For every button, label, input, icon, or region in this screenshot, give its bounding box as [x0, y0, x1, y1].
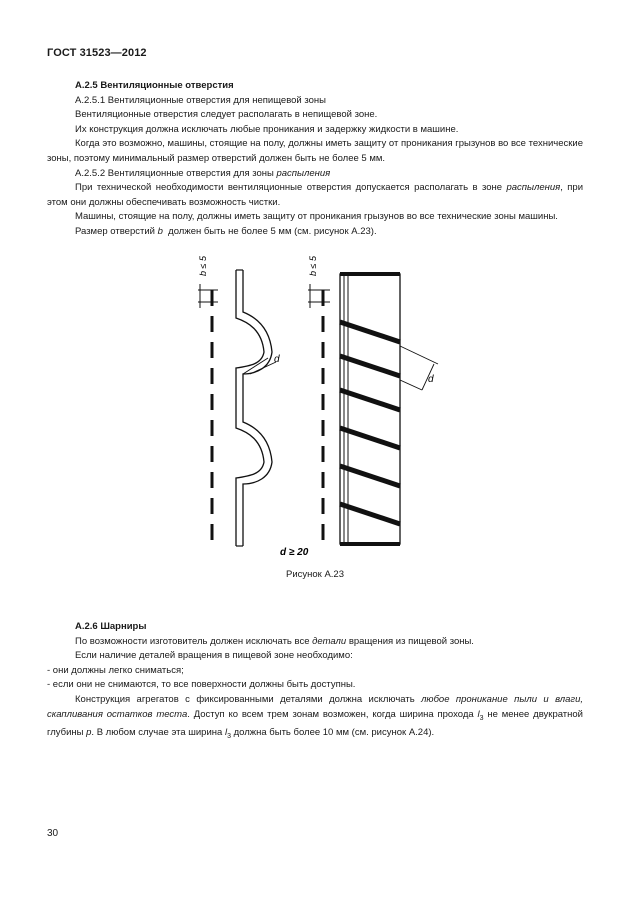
paragraph: Когда это возможно, машины, стоящие на полу, должны иметь защиту от проникания грызунов во все технические зоны, поэтому минимальный размер отверстий должен быть не более 5 мм. — [47, 138, 583, 164]
section-heading: А.2.6 Шарниры — [75, 621, 147, 632]
section-a26 — [47, 620, 583, 745]
section-a25 — [47, 79, 583, 240]
dimension-label: b ≤ 5 — [198, 256, 208, 276]
figure-caption: Рисунок А.23 — [285, 569, 344, 580]
paragraph: Конструкция агрегатов с фиксированными деталями должна исключать любое проникание пыли и влаги, скапливания остатков теста. Доступ ко всем трем зонам возможен, когда ширина прохода $l_3$ не менее двукратной глубины p. В любом случае эта ширина $l_3$ должна быть более 10 мм (см. рисунок А.24). — [47, 693, 583, 740]
list-item: - они должны легко сниматься; — [47, 664, 184, 676]
paragraph: Вентиляционные отверстия следует располагать в непищевой зоне. — [75, 109, 378, 121]
section-heading: А.2.5 Вентиляционные отверстия — [75, 80, 234, 91]
paragraph: А.2.5.1 Вентиляционные отверстия для непищевой зоны — [75, 94, 326, 106]
dimension-label: d — [274, 354, 280, 365]
ventilation-opening-diagram — [190, 250, 450, 560]
figure-a23 — [190, 250, 450, 560]
paragraph: Размер отверстий b должен быть не более 5 мм (см. рисунок А.23). — [75, 225, 377, 237]
paragraph: А.2.5.2 Вентиляционные отверстия для зоны распыления — [75, 167, 331, 179]
paragraph: При технической необходимости вентиляционные отверстия допускается располагать в зоне распыления, при этом они должны обеспечивать возможность чистки. — [47, 182, 584, 208]
dimension-label: d — [428, 374, 434, 385]
dimension-label: b ≤ 5 — [308, 256, 318, 276]
dimension-label: d ≥ 20 — [280, 547, 309, 558]
document-header: ГОСТ 31523—2012 — [47, 47, 147, 59]
page-number: 30 — [47, 828, 59, 839]
paragraph: Если наличие деталей вращения в пищевой зоне необходимо: — [75, 650, 353, 662]
list-item: - если они не снимаются, то все поверхности должны быть доступны. — [47, 679, 356, 691]
paragraph: По возможности изготовитель должен исключать все детали вращения из пищевой зоны. — [75, 635, 474, 647]
paragraph: Их конструкция должна исключать любые проникания и задержку жидкости в машине. — [75, 123, 459, 135]
paragraph: Машины, стоящие на полу, должны иметь защиту от проникания грызунов во все технические зоны машины. — [75, 211, 558, 223]
